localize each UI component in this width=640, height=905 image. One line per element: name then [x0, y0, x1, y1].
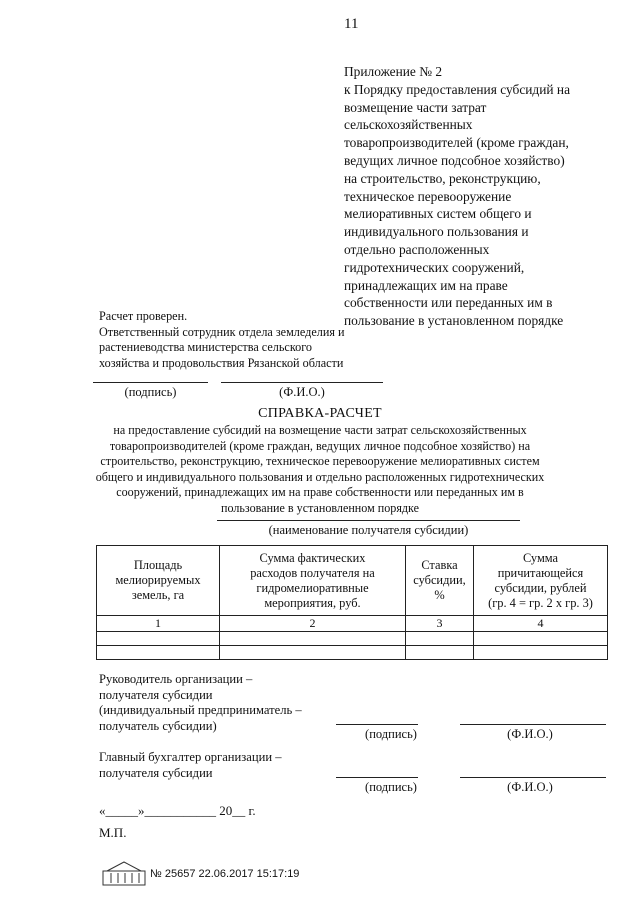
verification-line: Ответственный сотрудник отдела земледелия и [99, 324, 345, 339]
column-number: 1 [97, 616, 220, 632]
document-title: СПРАВКА-РАСЧЕТ [258, 406, 382, 421]
appendix-line: товаропроизводителей (кроме граждан, [344, 135, 569, 151]
accountant-signature-line-text: получателя субсидии [99, 765, 213, 780]
verification-signature-caption: (подпись) [124, 385, 177, 399]
verification-line: растениеводства министерства сельского [99, 340, 313, 354]
document-subtitle [60, 423, 580, 517]
accountant-signature-caption: (подпись) [365, 780, 417, 794]
header-area: Площадь мелиорируемых земель, га [97, 546, 220, 616]
recipient-name-line [217, 520, 520, 521]
recipient-caption: (наименование получателя субсидии) [268, 523, 469, 537]
head-signature-line [336, 724, 418, 725]
appendix-line: собственности или переданных им в [344, 295, 553, 311]
accountant-signature-line-text: Главный бухгалтер организации – [99, 750, 282, 764]
verification-block [99, 309, 345, 371]
head-signature-caption: (подпись) [365, 727, 417, 741]
accountant-name-caption: (Ф.И.О.) [507, 780, 553, 794]
head-signature-block [99, 672, 302, 734]
verification-line: хозяйства и продовольствия Рязанской области [99, 355, 344, 370]
appendix-line: принадлежащих им на праве [344, 277, 508, 293]
header-rate: Ставка субсидии, % [406, 546, 474, 616]
appendix-line: ведущих личное подсобное хозяйство) [344, 152, 565, 168]
head-name-line [460, 724, 606, 725]
appendix-line: на строительство, реконструкцию, [344, 170, 541, 186]
document-subtitle-line: строительство, реконструкцию, техническое перевооружение мелиоративных систем [100, 454, 540, 469]
document-subtitle-line: общего и индивидуального пользования и отдельно расположенных гидротехнических [95, 469, 545, 484]
header-subsidy-amount: Сумма причитающейся субсидии, рублей (гр. 4 = гр. 2 х гр. 3) [474, 546, 608, 616]
head-signature-line-text: Руководитель организации – [99, 672, 253, 686]
appendix-line: сельскохозяйственных [344, 117, 473, 133]
head-signature-line-text: получателя субсидии [99, 687, 213, 702]
table-header-row [97, 546, 608, 616]
appendix-line: к Порядку предоставления субсидий на [344, 81, 571, 97]
table-column-number-row [97, 616, 608, 632]
table-cell [220, 646, 406, 660]
calculation-table [96, 545, 608, 660]
building-stamp-icon [101, 859, 147, 887]
appendix-line: возмещение части затрат [344, 99, 487, 115]
document-subtitle-line: пользование в установленном порядке [221, 500, 419, 515]
accountant-signature-line [336, 777, 418, 778]
appendix-line: пользование в установленном порядке [344, 313, 564, 329]
document-subtitle-line: на предоставление субсидий на возмещение части затрат сельскохозяйственных [113, 423, 527, 437]
appendix-header [344, 63, 634, 330]
verification-signature-line [93, 382, 208, 383]
head-signature-line-text: получатель субсидии) [99, 718, 217, 733]
head-signature-line-text: (индивидуальный предприниматель – [99, 703, 302, 717]
column-number: 4 [474, 616, 608, 632]
appendix-line: мелиоративных систем общего и [344, 206, 532, 222]
page-number: 11 [344, 16, 359, 32]
table-cell [406, 646, 474, 660]
verification-name-line [221, 382, 383, 383]
column-number: 3 [406, 616, 474, 632]
table-row [97, 646, 608, 660]
verification-line: Расчет проверен. [99, 309, 188, 323]
table-cell [474, 632, 608, 646]
column-number: 2 [220, 616, 406, 632]
document-subtitle-line: сооружений, принадлежащих им на праве собственности или переданных им в [116, 485, 524, 500]
appendix-line: отдельно расположенных [344, 241, 490, 257]
table-cell [220, 632, 406, 646]
date-line: «_____»___________ 20__ г. [99, 803, 256, 818]
table-cell [97, 646, 220, 660]
verification-name-caption: (Ф.И.О.) [279, 385, 325, 399]
table-row [97, 632, 608, 646]
accountant-signature-block [99, 750, 282, 781]
accountant-name-line [460, 777, 606, 778]
head-name-caption: (Ф.И.О.) [507, 727, 553, 741]
table-cell [474, 646, 608, 660]
document-subtitle-line: товаропроизводителей (кроме граждан, ведущих личное подсобное хозяйство) на [109, 438, 531, 453]
stamp-place-label: М.П. [99, 825, 127, 840]
appendix-line: техническое перевооружение [344, 188, 512, 204]
table-cell [97, 632, 220, 646]
registration-footer: № 25657 22.06.2017 15:17:19 [150, 868, 300, 880]
table-cell [406, 632, 474, 646]
appendix-line: индивидуального пользования и [344, 224, 529, 240]
appendix-title: Приложение № 2 [344, 64, 443, 79]
appendix-line: гидротехнических сооружений, [344, 259, 525, 275]
header-expenses: Сумма фактических расходов получателя на гидромелиоративные мероприятия, руб. [220, 546, 406, 616]
